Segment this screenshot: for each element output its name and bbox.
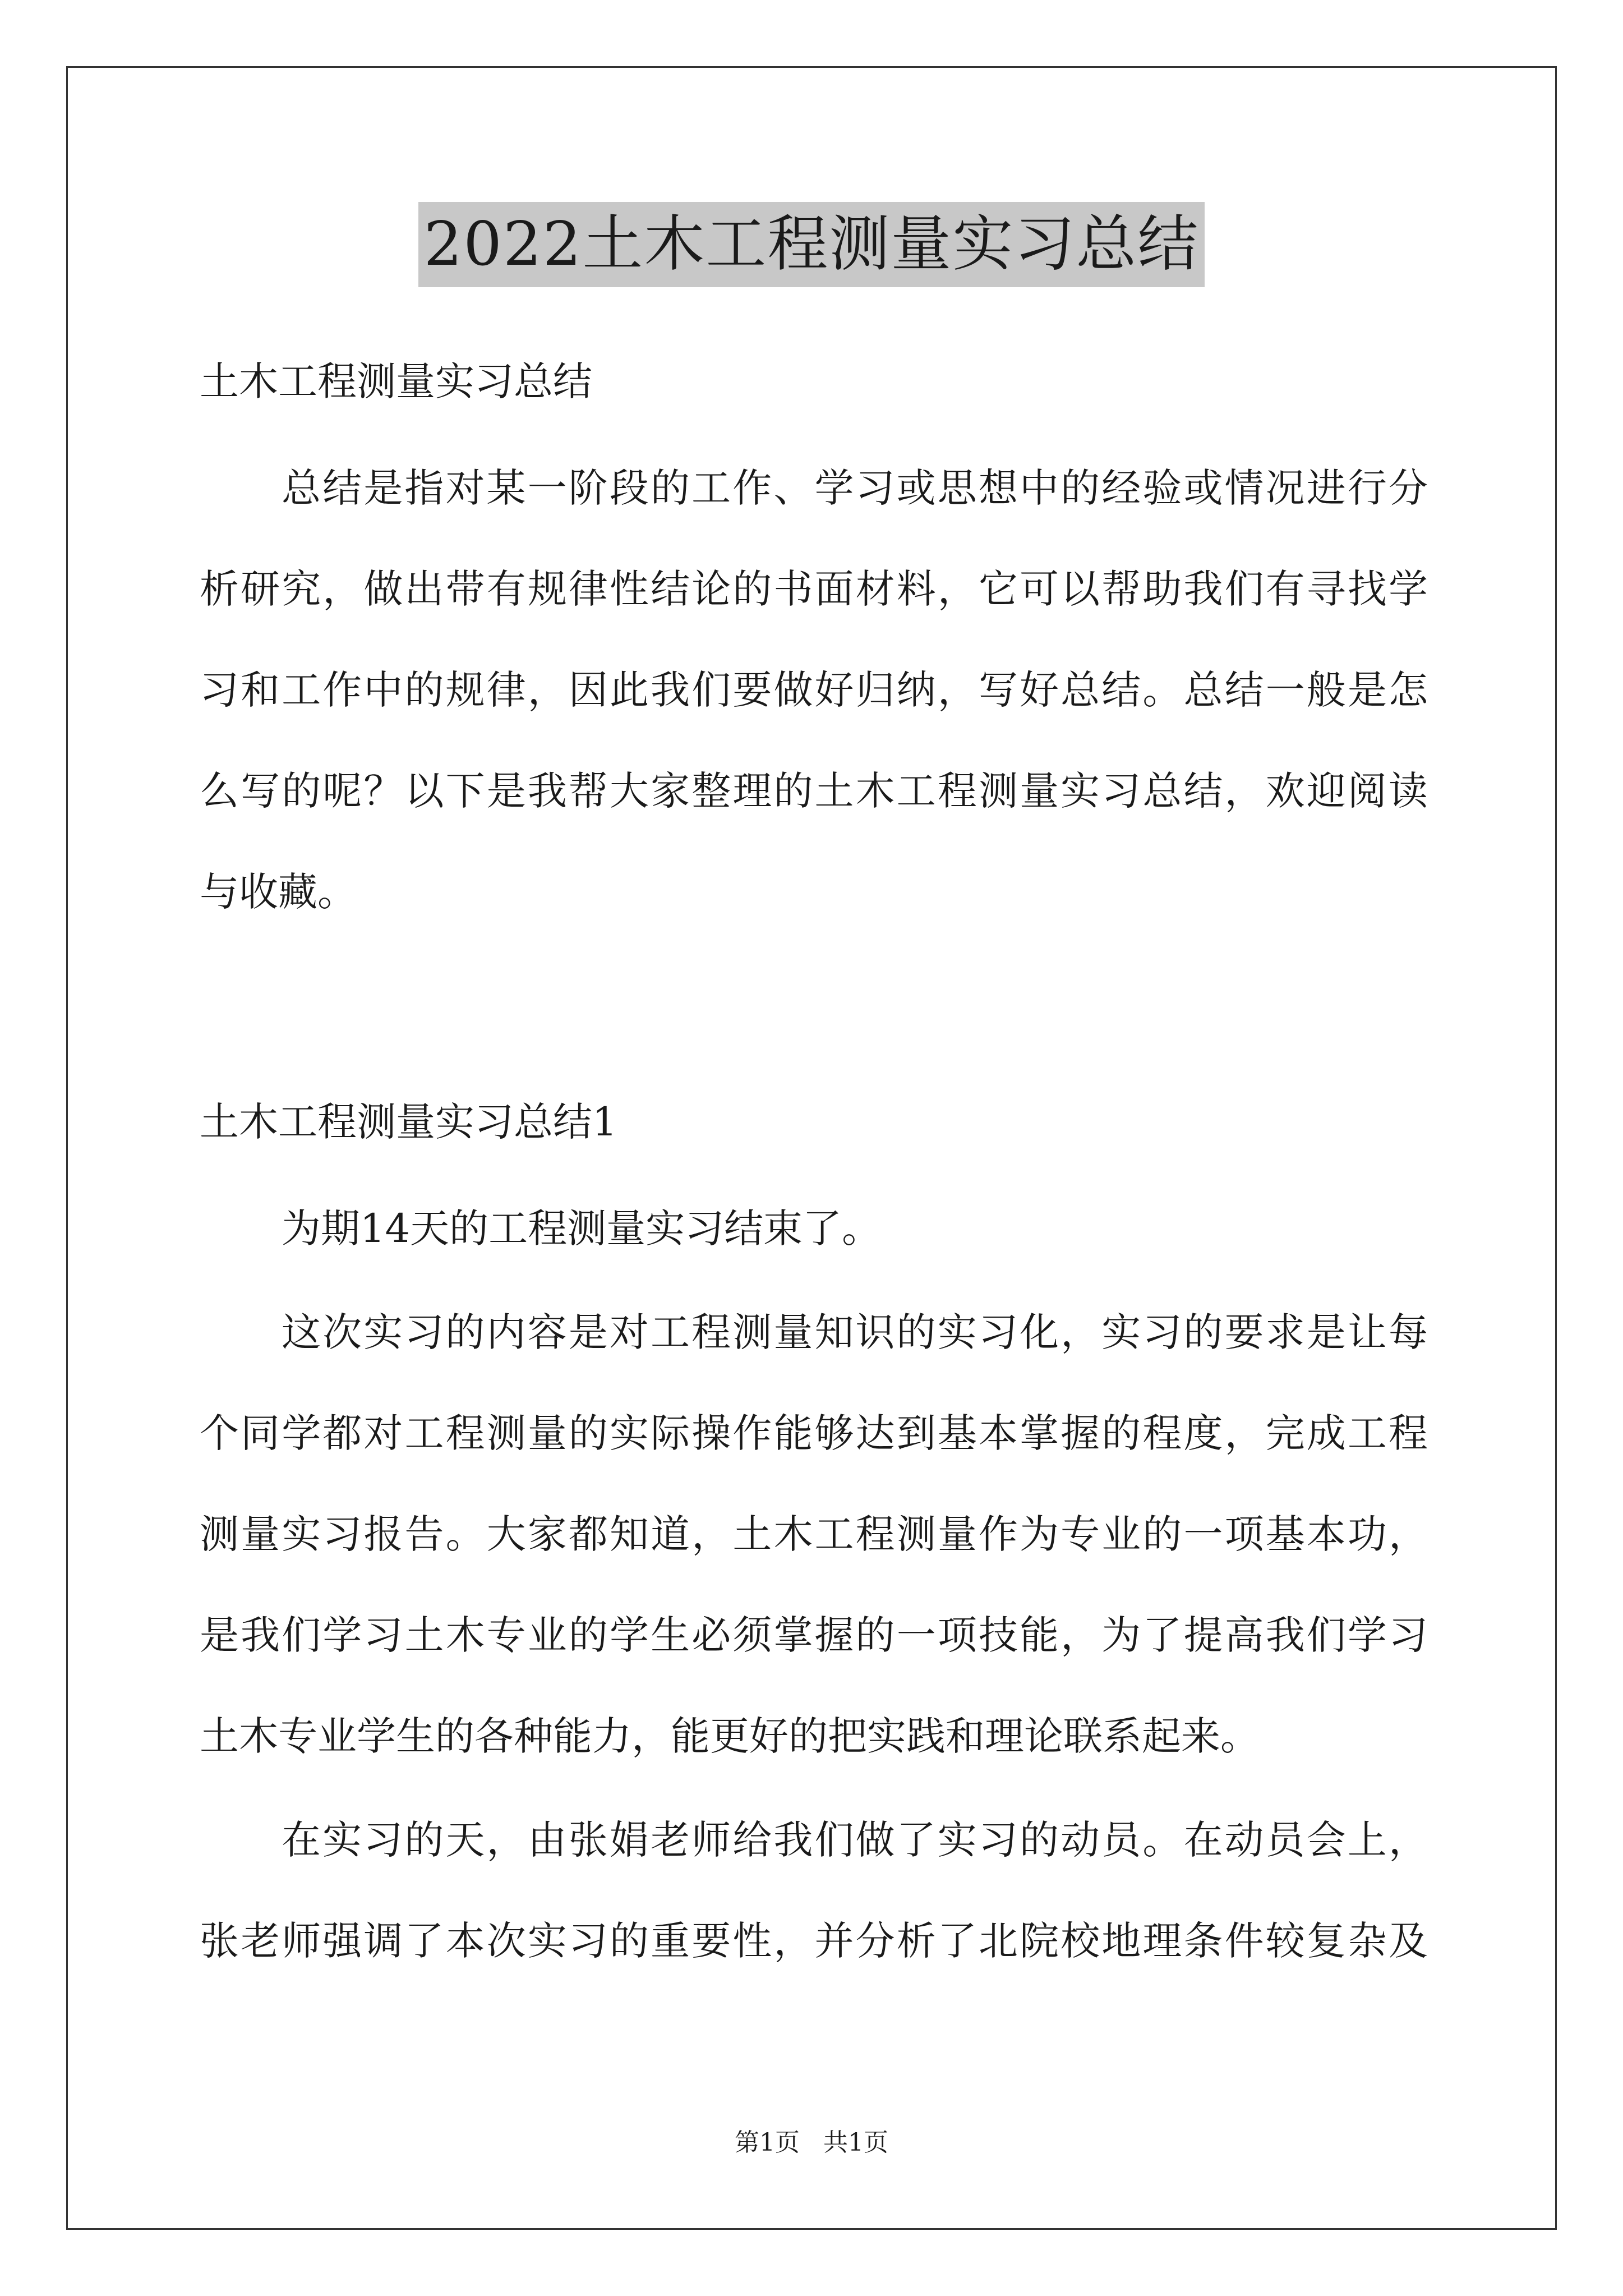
paragraph-line: 测量实习报告。大家都知道，土木工程测量作为专业的一项基本功， — [200, 1511, 1428, 1557]
paragraph-line: 这次实习的内容是对工程测量知识的实习化，实习的要求是让每 — [282, 1309, 1428, 1355]
paragraph-line: 为期14天的工程测量实习结束了。 — [282, 1205, 882, 1251]
paragraph-line: 总结是指对某一阶段的工作、学习或思想中的经验或情况进行分 — [282, 465, 1428, 511]
paragraph-line: 张老师强调了本次实习的重要性，并分析了北院校地理条件较复杂及 — [200, 1918, 1428, 1964]
paragraph-line: 在实习的天，由张娟老师给我们做了实习的动员。在动员会上， — [282, 1817, 1428, 1863]
page-number: 第1页 — [735, 2128, 800, 2157]
section-heading: 土木工程测量实习总结 — [200, 358, 592, 404]
page-footer — [0, 2126, 1623, 2160]
paragraph-line: 析研究，做出带有规律性结论的书面材料，它可以帮助我们有寻找学 — [200, 566, 1428, 612]
document-title: 2022土木工程测量实习总结 — [418, 202, 1205, 287]
title-container — [0, 202, 1623, 287]
page-total: 共1页 — [823, 2128, 888, 2157]
paragraph-line: 土木专业学生的各种能力，能更好的把实践和理论联系起来。 — [200, 1713, 1260, 1759]
paragraph-line: 个同学都对工程测量的实际操作能够达到基本掌握的程度，完成工程 — [200, 1410, 1428, 1456]
paragraph-line: 与收藏。 — [200, 869, 357, 915]
section-heading: 土木工程测量实习总结1 — [200, 1099, 617, 1145]
paragraph-line: 是我们学习土木专业的学生必须掌握的一项技能，为了提高我们学习 — [200, 1612, 1428, 1658]
paragraph-line: 习和工作中的规律，因此我们要做好归纳，写好总结。总结一般是怎 — [200, 667, 1428, 713]
paragraph-line: 么写的呢？以下是我帮大家整理的土木工程测量实习总结，欢迎阅读 — [200, 768, 1428, 814]
